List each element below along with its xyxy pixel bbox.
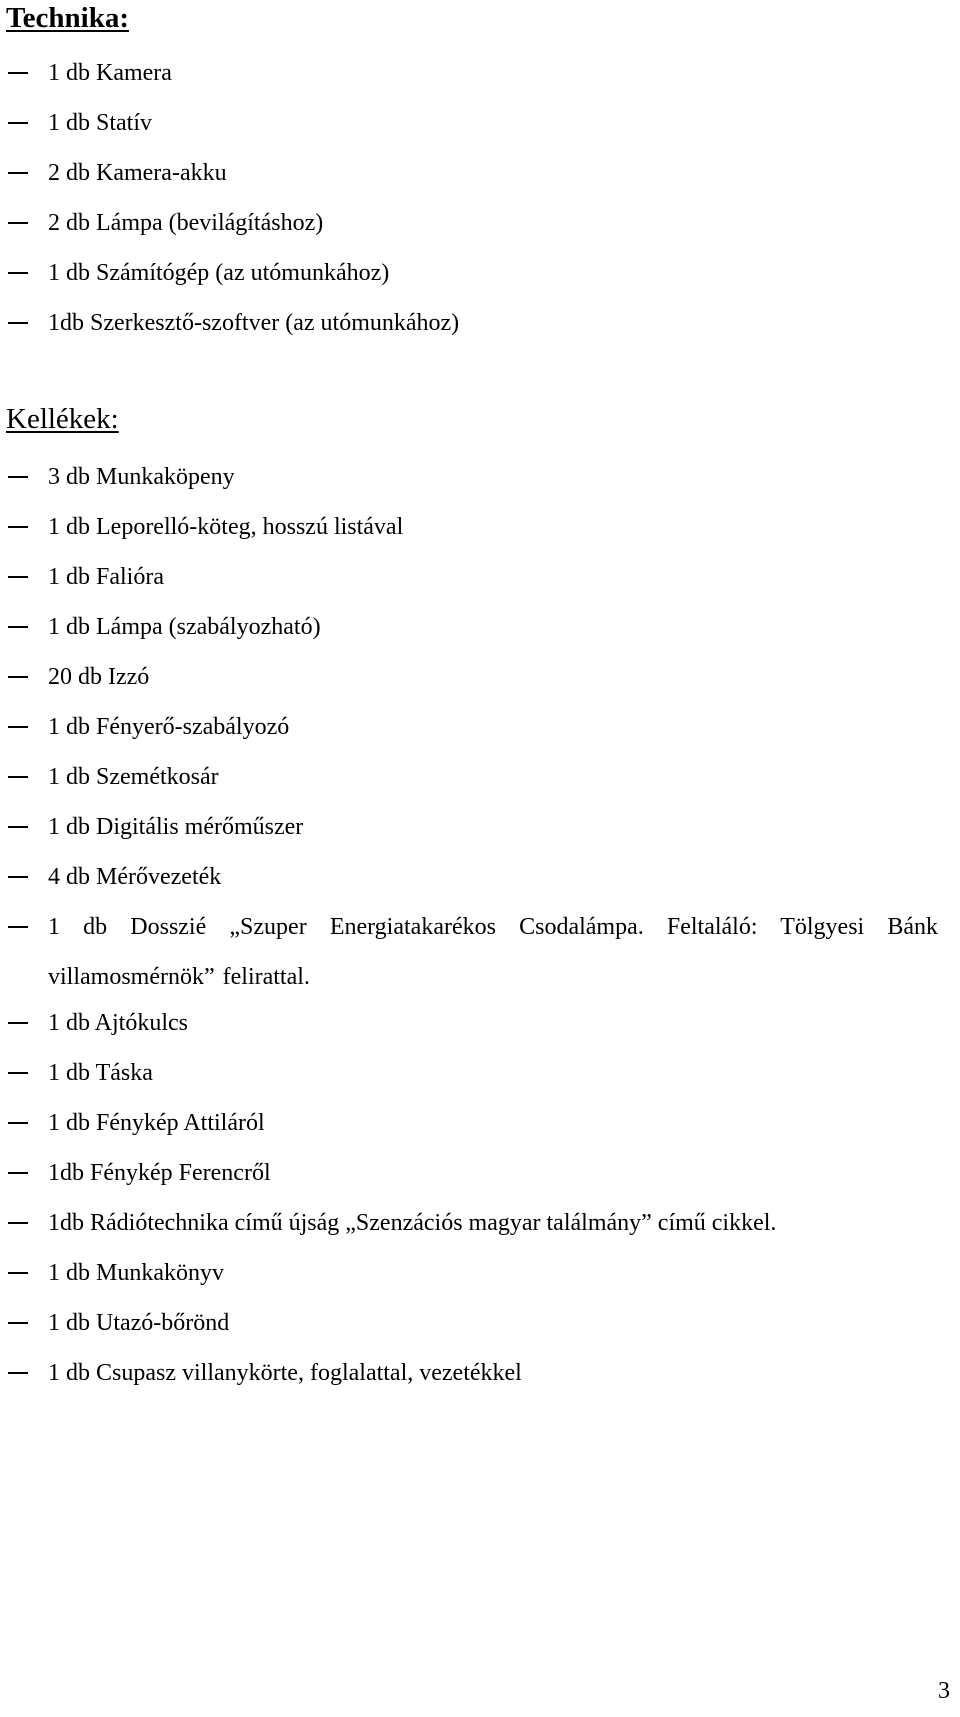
document-page: Technika: 1 db Kamera 1 db Statív 2 db Kamera-akku 2 db Lámpa (bevilágításhoz) 1 db Számítógép (az utómunkához) 1db Szerkesztő-szoftver (az utómunkához) Kellékek: 3 db Munkaköpeny 1 db Leporelló-köteg, hosszú listával 1 db Falióra 1 db Lámpa (szabályozható) 20 db Izzó 1 db Fényerő-szabályozó 1 db Szemétkosár 1 db Digitális mérőműszer 4 db Mérővezeték 1 db Dosszié „Szuper Energiatakarékos Csodalámpa. Feltaláló: Tölgyesi Bánk villamosmérnök” felirattal. 1 db Ajtókulcs 1 db Táska 1 db Fénykép Attiláról 1db Fénykép Ferencről 1db Rádiótechnika című újság „Szenzációs magyar találmány” című cikkel. 1 db Munkakönyv 1 db Utazó-bőrönd 1 db Csupasz villanykörte, foglalattal, vezetékkel 3	[6, 2, 950, 1704]
dash-bullet	[8, 1072, 28, 1074]
dash-bullet	[8, 1172, 28, 1174]
dash-bullet	[8, 776, 28, 778]
dash-bullet	[8, 122, 28, 124]
section-heading-technika: Technika:	[6, 2, 130, 34]
dash-bullet	[8, 322, 28, 324]
dash-bullet	[8, 1372, 28, 1374]
dash-bullet	[8, 72, 28, 74]
page-number: 3	[938, 1678, 950, 1704]
dash-bullet	[8, 1122, 28, 1124]
dash-bullet	[8, 476, 28, 478]
dash-bullet	[8, 826, 28, 828]
dash-bullet	[8, 1272, 28, 1274]
dash-bullet	[8, 172, 28, 174]
dash-bullet	[8, 526, 28, 528]
dash-bullet	[8, 726, 28, 728]
dash-bullet	[8, 576, 28, 578]
dash-bullet	[8, 926, 28, 928]
section-heading-kellekek: Kellékek:	[6, 403, 119, 435]
dash-bullet	[8, 626, 28, 628]
dash-bullet	[8, 272, 28, 274]
dash-bullet	[8, 1022, 28, 1024]
dash-bullet	[8, 676, 28, 678]
dash-bullet	[8, 1322, 28, 1324]
dash-bullet	[8, 876, 28, 878]
dash-bullet	[8, 1222, 28, 1224]
dash-bullet	[8, 222, 28, 224]
